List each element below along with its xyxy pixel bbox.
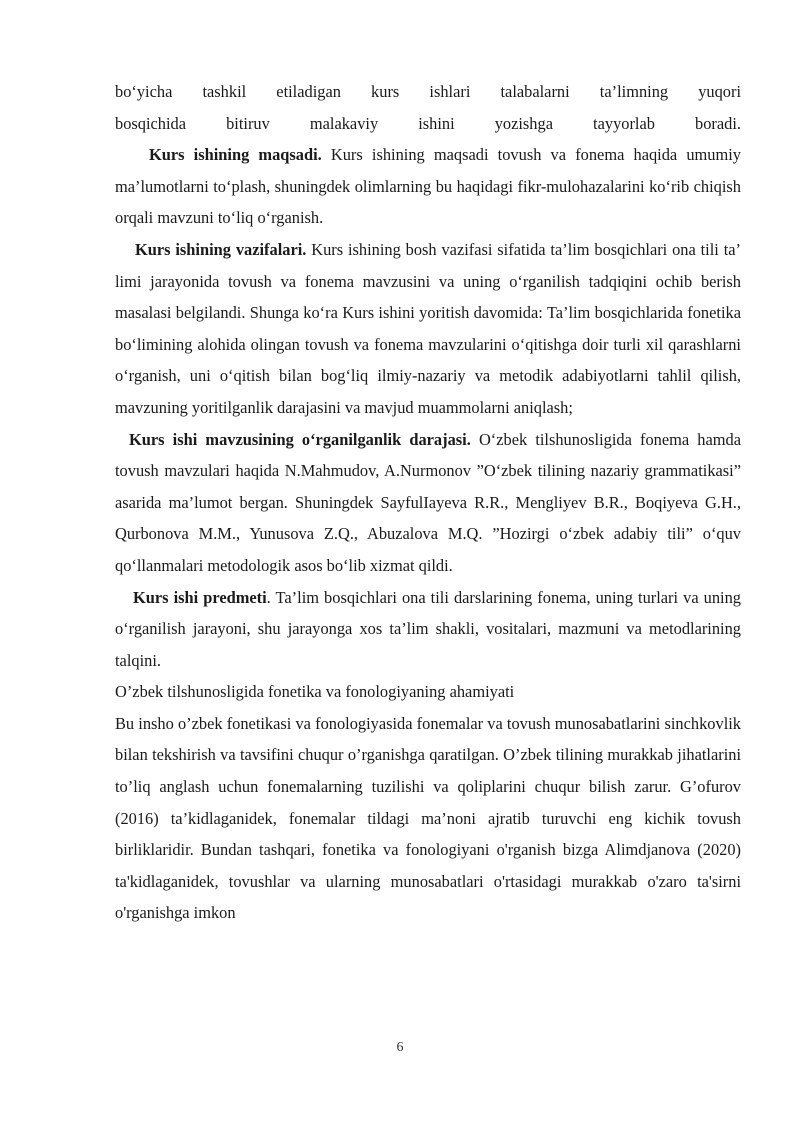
- goal-text: Kurs ishining maqsadi tovush va fonema haqida umumiy ma’lumotlarni to‘plash, shuningdek olimlarning bu haqidagi fikr-mulohazalarini ko‘rib chiqish orqali mavzuni to‘liq o‘rganish.: [115, 145, 741, 228]
- goal-heading: Kurs ishining maqsadi.: [149, 145, 322, 165]
- degree-text: O‘zbek tilshunosligida fonema hamda tovush mavzulari haqida N.Mahmudov, A.Nurmonov ”O‘zbek tilining nazariy grammatikasi” asarida ma’lumot bergan. Shuningdek SayfulIayeva R.R., Mengliyev B.R., Boqiyeva G.H., Qurbonova M.M., Yunusova Z.Q., Abuzalova M.Q. ”Hozirgi o‘zbek adabiy tili” o‘quv qo‘llanmalari metodologik asos bo‘lib xizmat qildi.: [115, 429, 741, 575]
- intro-paragraph: [115, 76, 741, 139]
- goal-paragraph: [115, 139, 741, 234]
- section-title: O’zbek tilshunosligida fonetika va fonologiyaning ahamiyati: [115, 682, 515, 702]
- degree-heading: Kurs ishi mavzusining o‘rganilganlik darajasi.: [129, 429, 471, 449]
- page-number: 6: [396, 1040, 404, 1055]
- degree-paragraph: [115, 424, 741, 582]
- tasks-paragraph: [115, 234, 741, 424]
- subject-heading: Kurs ishi predmeti: [133, 587, 267, 607]
- document-page: [115, 76, 741, 929]
- tasks-text: Kurs ishining bosh vazifasi sifatida ta’lim bosqichlari ona tili ta’ limi jarayonida tovush va fonema mavzusini va uning o‘rganilish tadqiqini ochib berish masalasi belgilandi. Shunga ko‘ra Kurs ishini yoritish davomida: Ta’lim bosqichlarida fonetika bo‘limining alohida olingan tovush va fonema mavzularini o‘qitishga doir turli xil qarashlarni o‘rganish, uni o‘qitish bilan bog‘liq ilmiy-nazariy va metodik adabiyotlarni tahlil qilish, mavzuning yoritilganlik darajasini va mavjud muammolarni aniqlash;: [115, 239, 741, 417]
- tasks-heading: Kurs ishining vazifalari.: [135, 239, 307, 259]
- intro-line-1: bo‘yicha tashkil etiladigan kurs ishlari talabalarni ta’limning yuqori: [115, 82, 741, 101]
- subject-text: . Ta’lim bosqichlari ona tili darslarining fonema, uning turlari va uning o‘rganilish jarayoni, shu jarayonga xos ta’lim shakli, vositalari, mazmuni va metodlarining talqini.: [115, 587, 741, 670]
- subject-paragraph: [115, 582, 741, 677]
- essay-paragraph: Bu insho o’zbek fonetikasi va fonologiyasida fonemalar va tovush munosabatlarini sinchkovlik bilan tekshirish va tavsifini chuqur o’rganishga qaratilgan. O’zbek tilining murakkab jihatlarini to’liq anglash uchun fonemalarning tuzilishi va qoliplarini chuqur bilish zarur. G’ofurov (2016) ta’kidlaganidek, fonemalar tildagi ma’noni ajratib turuvchi eng kichik tovush birliklaridir. Bundan tashqari, fonetika va fonologiyani o'rganish bizga Alimdjanova (2020) ta'kidlaganidek, tovushlar va ularning munosabatlari o'rtasidagi murakkab o'zaro ta'sirni o'rganishga imkon: [115, 713, 741, 923]
- intro-line-2: bosqichida bitiruv malakaviy ishini yozishga tayyorlab boradi.: [115, 113, 741, 133]
